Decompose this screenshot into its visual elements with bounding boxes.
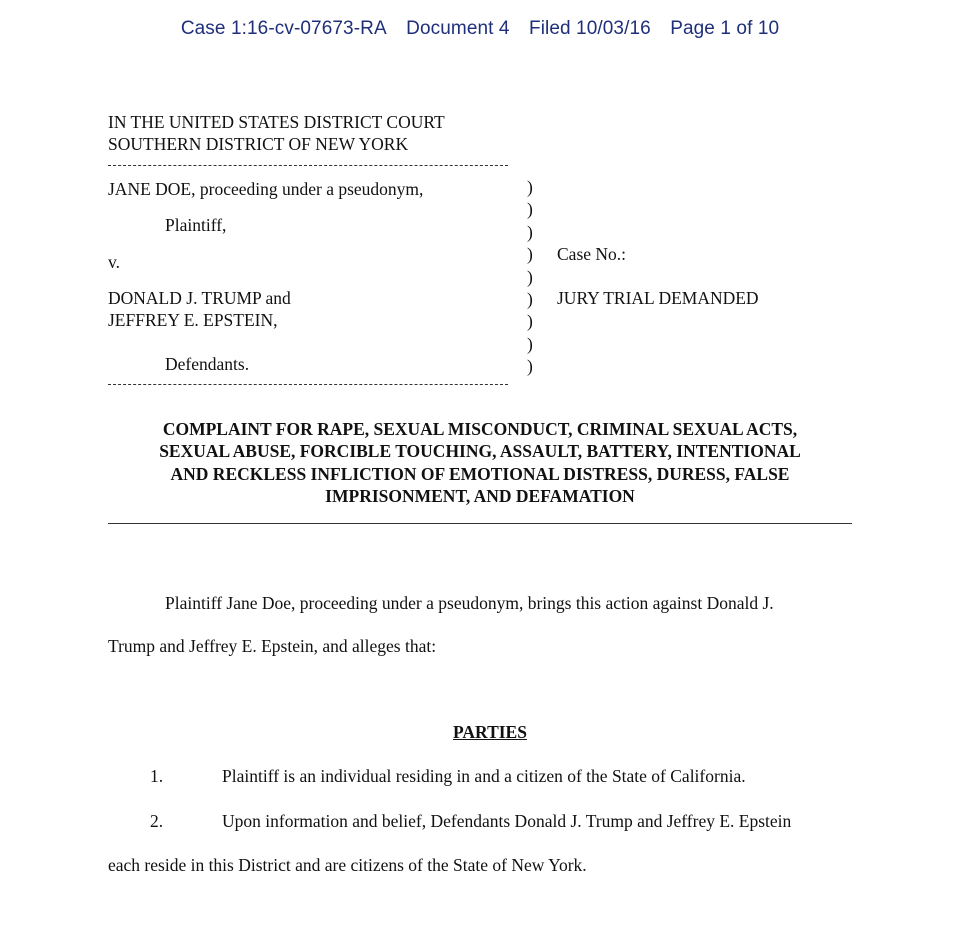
caption-paren: ) — [527, 333, 533, 354]
page-indicator: Page 1 of 10 — [670, 18, 780, 39]
paragraph-text: Upon information and belief, Defendants Donald J. Trump and Jeffrey E. Epstein — [222, 811, 792, 831]
court-name-line2: SOUTHERN DISTRICT OF NEW YORK — [108, 134, 409, 154]
caption-paren: ) — [527, 221, 533, 242]
complaint-title-line: IMPRISONMENT, AND DEFAMATION — [325, 486, 635, 507]
defendant-name-line1: DONALD J. TRUMP and — [108, 288, 291, 308]
caption-paren: ) — [527, 266, 533, 287]
caption-parenthesis-column — [527, 176, 541, 378]
caption-top-divider — [108, 165, 508, 166]
caption-paren: ) — [527, 288, 533, 309]
caption-paren: ) — [527, 177, 533, 197]
caption-paren: ) — [527, 356, 533, 377]
filed-date: Filed 10/03/16 — [528, 18, 651, 39]
intro-line2: Trump and Jeffrey E. Epstein, and alleges that: — [108, 636, 437, 656]
complaint-title-line: COMPLAINT FOR RAPE, SEXUAL MISCONDUCT, CRIMINAL SEXUAL ACTS, — [162, 419, 798, 439]
filing-header — [0, 18, 960, 40]
case-number: Case 1:16-cv-07673-RA — [180, 18, 387, 39]
jury-demand: JURY TRIAL DEMANDED — [557, 288, 759, 308]
caption-bottom-divider — [108, 384, 508, 385]
document-number: Document 4 — [406, 18, 510, 39]
defendant-name-line2: JEFFREY E. EPSTEIN, — [108, 310, 278, 330]
paragraph-text: Plaintiff is an individual residing in and a citizen of the State of California. — [222, 766, 746, 786]
plaintiff-role: Plaintiff, — [165, 215, 227, 235]
complaint-title-line: SEXUAL ABUSE, FORCIBLE TOUCHING, ASSAULT, BATTERY, INTENTIONAL — [159, 441, 801, 462]
complaint-title — [100, 418, 860, 508]
case-number-label: Case No.: — [557, 244, 627, 264]
paragraph-text-continued: each reside in this District and are citizens of the State of New York. — [108, 855, 587, 875]
defendant-role: Defendants. — [165, 354, 250, 374]
complaint-title-line: AND RECKLESS INFLICTION OF EMOTIONAL DISTRESS, DURESS, FALSE — [170, 463, 790, 484]
parties-heading: PARTIES — [453, 722, 527, 742]
title-rule — [108, 523, 852, 524]
plaintiff-name: JANE DOE, proceeding under a pseudonym, — [108, 179, 424, 199]
court-name-line1: IN THE UNITED STATES DISTRICT COURT — [108, 112, 445, 132]
paragraph-number: 1. — [150, 766, 164, 786]
intro-line1: Plaintiff Jane Doe, proceeding under a pseudonym, brings this action against Donald J. — [165, 593, 774, 613]
caption-paren: ) — [527, 244, 533, 265]
paragraph-number: 2. — [150, 811, 164, 831]
caption-paren: ) — [527, 311, 533, 332]
caption-paren: ) — [527, 199, 533, 220]
versus: v. — [108, 252, 120, 272]
